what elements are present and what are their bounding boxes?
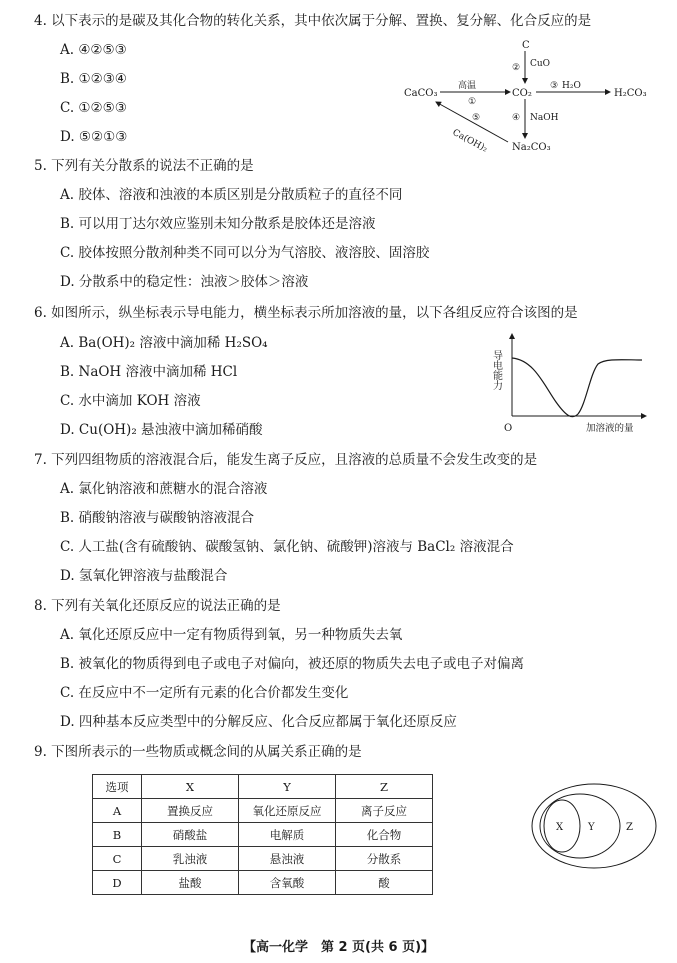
q7-option-a: A. 氯化钠溶液和蔗糖水的混合溶液 <box>60 481 268 497</box>
label-n2: ② <box>512 63 521 73</box>
q4-option-a: A. ④②⑤③ <box>60 42 127 58</box>
table-row <box>93 799 433 823</box>
q7-option-b: B. 硝酸钠溶液与碳酸钠溶液混合 <box>60 510 255 526</box>
q7-stem: 7. 下列四组物质的溶液混合后，能发生离子反应，且溶液的总质量不会发生改变的是 <box>34 452 538 468</box>
label-naoh: NaOH <box>530 113 559 123</box>
table-cell: 盐酸 <box>142 871 239 895</box>
q5-option-d: D. 分散系中的稳定性：浊液＞胶体＞溶液 <box>60 274 309 290</box>
q9-venn-diagram <box>526 776 666 876</box>
label-na2co3: Na₂CO₃ <box>512 142 551 153</box>
table-cell: 硝酸盐 <box>142 823 239 847</box>
table-cell: 乳浊液 <box>142 847 239 871</box>
q4-stem: 4. 以下表示的是碳及其化合物的转化关系，其中依次属于分解、置换、复分解、化合反应的是 <box>34 13 592 29</box>
q6-stem: 6. 如图所示，纵坐标表示导电能力，横坐标表示所加溶液的量，以下各组反应符合该图的是 <box>34 305 578 321</box>
label-n1: ① <box>468 97 477 107</box>
q4-option-d: D. ⑤②①③ <box>60 129 128 145</box>
q9-stem: 9. 下图所表示的一些物质或概念间的从属关系正确的是 <box>34 744 362 760</box>
label-h2o: H₂O <box>562 81 581 91</box>
q6-option-c: C. 水中滴加 KOH 溶液 <box>60 393 201 409</box>
label-gaowen: 高温 <box>458 81 477 91</box>
q7-option-d: D. 氢氧化钾溶液与盐酸混合 <box>60 568 228 584</box>
table-cell: 酸 <box>336 871 433 895</box>
q5-option-b: B. 可以用丁达尔效应鉴别未知分散系是胶体还是溶液 <box>60 216 376 232</box>
table-cell: D <box>93 871 142 895</box>
q8-option-d: D. 四种基本反应类型中的分解反应、化合反应都属于氧化还原反应 <box>60 714 457 730</box>
table-header-cell: Y <box>239 775 336 799</box>
page-footer: 【高一化学 第 2 页(共 6 页)】 <box>242 940 435 955</box>
q8-stem: 8. 下列有关氧化还原反应的说法正确的是 <box>34 598 281 614</box>
label-n3: ③ <box>550 81 559 91</box>
table-cell: 含氧酸 <box>239 871 336 895</box>
q6-option-d: D. Cu(OH)₂ 悬浊液中滴加稀硝酸 <box>60 422 263 438</box>
venn-x-label: X <box>556 822 564 833</box>
q4-option-b: B. ①②③④ <box>60 71 127 87</box>
table-header-cell: X <box>142 775 239 799</box>
label-cuo: CuO <box>530 59 551 69</box>
table-header-cell: Z <box>336 775 433 799</box>
table-cell: 化合物 <box>336 823 433 847</box>
label-h2co3: H₂CO₃ <box>614 88 647 99</box>
table-cell: 置换反应 <box>142 799 239 823</box>
graph-xlabel: 加溶液的量 <box>586 423 634 434</box>
q8-option-a: A. 氧化还原反应中一定有物质得到氧，另一种物质失去氧 <box>60 627 403 643</box>
label-n4: ④ <box>512 113 521 123</box>
q5-option-a: A. 胶体、溶液和浊液的本质区别是分散质粒子的直径不同 <box>60 187 403 203</box>
table-cell: A <box>93 799 142 823</box>
q9-table <box>92 774 433 895</box>
label-caoh2: Ca(OH)₂ <box>450 127 489 155</box>
q6-option-a: A. Ba(OH)₂ 溶液中滴加稀 H₂SO₄ <box>60 335 268 351</box>
q7-option-c: C. 人工盐(含有硫酸钠、碳酸氢钠、氯化钠、硫酸钾)溶液与 BaCl₂ 溶液混合 <box>60 539 514 555</box>
venn-y-label: Y <box>588 822 595 833</box>
q6-option-b: B. NaOH 溶液中滴加稀 HCl <box>60 364 238 380</box>
table-cell: 离子反应 <box>336 799 433 823</box>
label-co2: CO₂ <box>512 88 532 99</box>
table-cell: 氧化还原反应 <box>239 799 336 823</box>
table-cell: C <box>93 847 142 871</box>
q8-option-c: C. 在反应中不一定所有元素的化合价都发生变化 <box>60 685 349 701</box>
table-row <box>93 847 433 871</box>
q6-conductivity-graph <box>490 330 654 440</box>
venn-z-label: Z <box>626 822 633 833</box>
table-row <box>93 871 433 895</box>
q4-option-c: C. ①②⑤③ <box>60 100 127 116</box>
table-cell: 悬浊液 <box>239 847 336 871</box>
table-cell: 分散系 <box>336 847 433 871</box>
label-n5: ⑤ <box>472 113 481 123</box>
table-row <box>93 823 433 847</box>
table-cell: B <box>93 823 142 847</box>
q8-option-b: B. 被氧化的物质得到电子或电子对偏向，被还原的物质失去电子或电子对偏离 <box>60 656 525 672</box>
q5-option-c: C. 胶体按照分散剂种类不同可以分为气溶胶、液溶胶、固溶胶 <box>60 245 430 261</box>
graph-origin: O <box>504 423 513 434</box>
graph-ylabel: 导电能力 <box>490 350 502 390</box>
table-header-row <box>93 775 433 799</box>
q4-carbon-diagram <box>400 36 660 154</box>
table-header-cell: 选项 <box>93 775 142 799</box>
q5-stem: 5. 下列有关分散系的说法不正确的是 <box>34 158 254 174</box>
label-caco3: CaCO₃ <box>404 88 438 99</box>
table-cell: 电解质 <box>239 823 336 847</box>
label-c: C <box>522 40 530 51</box>
